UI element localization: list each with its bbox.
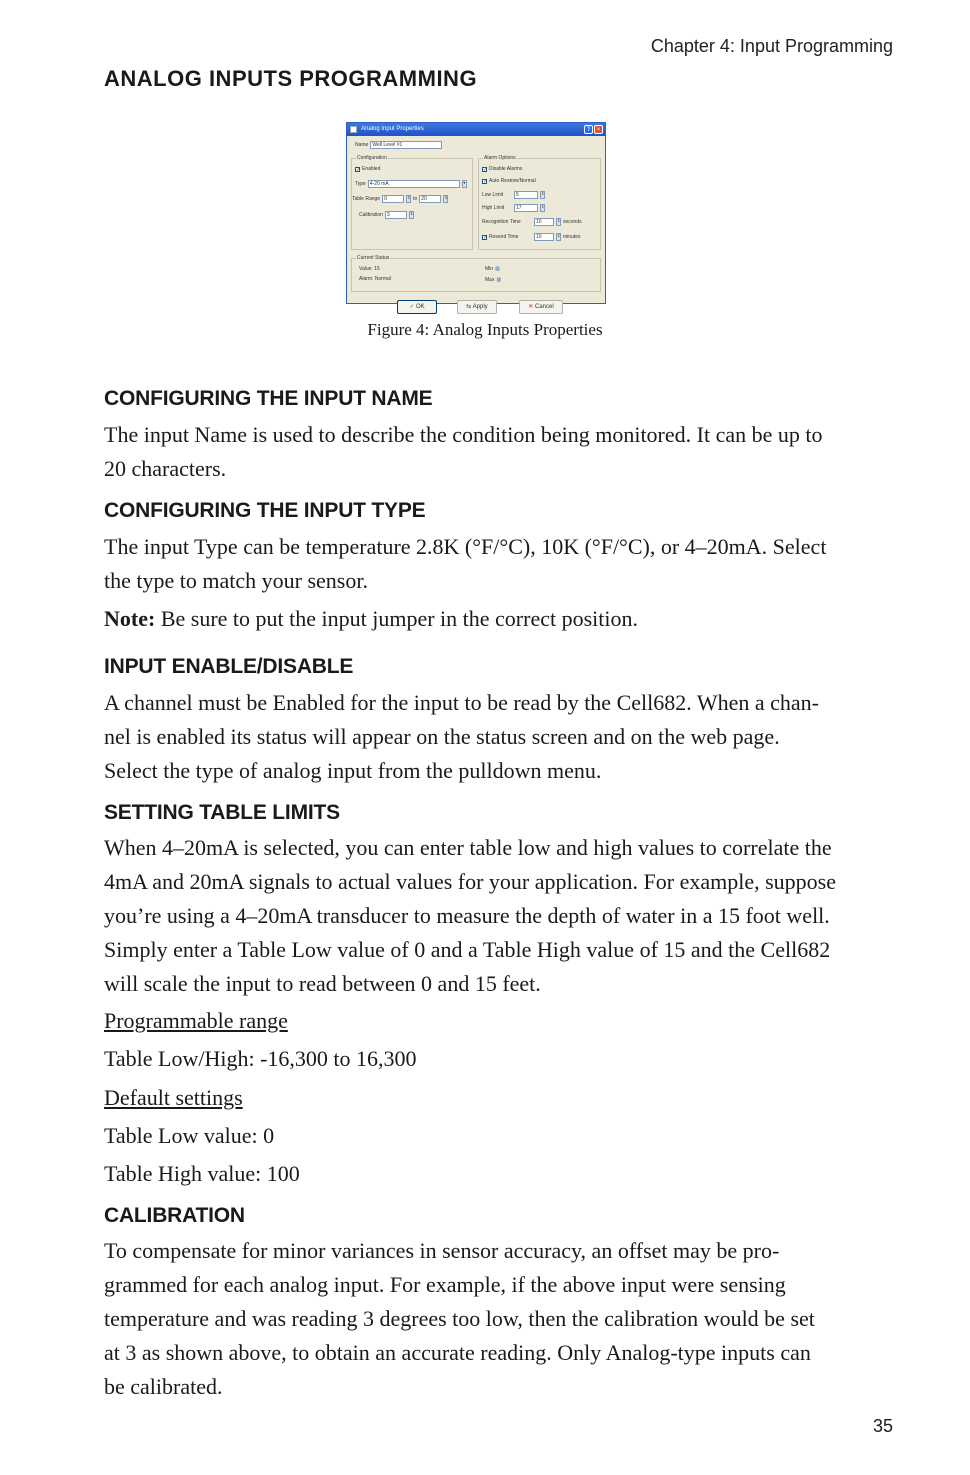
programmable-range-heading: Programmable range (104, 1008, 288, 1033)
page-title: ANALOG INPUTS PROGRAMMING (104, 66, 478, 91)
note-label: Note: (104, 606, 156, 631)
text-line: nel is enabled its status will appear on the status screen and on the web page. (104, 724, 780, 749)
high-limit-label: High Limit (482, 205, 505, 211)
dialog-titlebar (347, 123, 605, 136)
minutes-label: minutes (563, 234, 581, 240)
configuration-label: Configuration (357, 155, 387, 161)
default-table-low: Table Low value: 0 (104, 1123, 275, 1148)
paragraph-table-limits (104, 831, 914, 1001)
text-line: grammed for each analog input. For example, if the above input were sensing (104, 1272, 786, 1297)
dialog-title: Analog Input Properties (361, 126, 424, 132)
apply-icon: ⇆ (466, 304, 472, 310)
text-line: be calibrated. (104, 1374, 223, 1399)
table-high-field[interactable]: 20 (419, 195, 441, 203)
text-line: 4mA and 20mA signals to actual values for your application. For example, suppose (104, 869, 836, 894)
text-line: When 4–20mA is selected, you can enter table low and high values to correlate the (104, 835, 832, 860)
status-value: Value: 15 (359, 266, 380, 272)
apply-label: Apply (472, 304, 488, 310)
name-field[interactable]: Well Level #1 (370, 141, 442, 149)
text-line: Simply enter a Table Low value of 0 and a Table High value of 15 and the Cell682 (104, 937, 831, 962)
type-select[interactable]: 4-20 mA (368, 180, 460, 188)
paragraph-input-name (104, 418, 914, 486)
text-line: the type to match your sensor. (104, 568, 368, 593)
apply-button[interactable] (457, 300, 497, 314)
paragraph-enable-disable (104, 686, 914, 788)
enabled-checkbox[interactable]: ✓ (356, 166, 361, 173)
name-label: Name (355, 142, 369, 148)
note-text: Be sure to put the input jumper in the correct position. (155, 606, 638, 631)
ok-label: OK (416, 304, 425, 310)
seconds-label: seconds (563, 219, 582, 225)
recognition-time-label: Recognition Time (482, 219, 521, 225)
min-label: Min (485, 266, 494, 272)
default-table-high: Table High value: 100 (104, 1161, 300, 1186)
text-line: temperature and was reading 3 degrees too low, then the calibration would be set (104, 1306, 815, 1331)
close-icon[interactable]: × (594, 125, 603, 134)
text-line: you’re using a 4–20mA transducer to measure the depth of water in a 15 foot well. (104, 903, 830, 928)
current-status-group (351, 255, 601, 292)
low-limit-spinner[interactable]: ⇕ (540, 191, 545, 199)
resend-time-spinner[interactable]: ⇕ (556, 233, 561, 241)
text-line: A channel must be Enabled for the input to be read by the Cell682. When a chan- (104, 690, 819, 715)
programmable-range-value: Table Low/High: -16,300 to 16,300 (104, 1046, 417, 1071)
to-label: to (413, 196, 418, 202)
text-line: Select the type of analog input from the pulldown menu. (104, 758, 602, 783)
section-heading-enable-disable: INPUT ENABLE/DISABLE (104, 655, 354, 678)
type-label: Type (355, 181, 366, 187)
ok-button[interactable] (397, 300, 437, 314)
app-icon (350, 126, 357, 133)
resend-time-field[interactable]: 10 (534, 233, 554, 241)
table-high-spinner[interactable]: ⇕ (443, 195, 448, 203)
disable-alarms-label: Disable Alarms (489, 166, 523, 172)
text-line: To compensate for minor variances in sensor accuracy, an offset may be pro- (104, 1238, 780, 1263)
alarm-options-label: Alarm Options (484, 155, 516, 161)
auto-restore-label: Auto Restore/Normal (489, 178, 536, 184)
table-range-label: Table Range (352, 196, 381, 202)
help-icon[interactable]: ? (584, 125, 593, 134)
chevron-down-icon[interactable]: ▾ (462, 180, 467, 188)
note-input-jumper (104, 602, 914, 636)
max-label: Max (485, 277, 495, 283)
section-heading-calibration: CALIBRATION (104, 1204, 245, 1227)
text-line: will scale the input to read between 0 and 15 feet. (104, 971, 541, 996)
figure-caption: Figure 4: Analog Inputs Properties (367, 320, 603, 339)
checkmark-icon: ✓ (409, 304, 415, 310)
default-settings-heading: Default settings (104, 1085, 243, 1110)
table-low-spinner[interactable]: ⇕ (406, 195, 411, 203)
text-line: The input Name is used to describe the condition being monitored. It can be up to (104, 422, 823, 447)
status-alarm: Alarm: Normal (359, 276, 391, 282)
max-graph-icon[interactable]: ▥ (496, 277, 502, 283)
disable-alarms-checkbox[interactable]: ✓ (483, 166, 488, 173)
calibration-label: Calibration (359, 212, 383, 218)
calibration-spinner[interactable]: ⇕ (409, 211, 414, 219)
recognition-time-spinner[interactable]: ⇕ (556, 218, 561, 226)
text-line: 20 characters. (104, 456, 227, 481)
cancel-x-icon: ✕ (528, 304, 534, 310)
resend-time-label: Resend Time (489, 234, 519, 240)
resend-time-checkbox[interactable]: ✓ (483, 234, 488, 241)
low-limit-label: Low Limit (482, 192, 504, 198)
table-low-field[interactable]: 0 (382, 195, 404, 203)
enabled-label: Enabled (362, 166, 381, 172)
analog-input-properties-dialog (346, 122, 606, 310)
section-heading-table-limits: SETTING TABLE LIMITS (104, 801, 340, 824)
page-number: 35 (872, 1416, 893, 1436)
high-limit-spinner[interactable]: ⇕ (540, 204, 545, 212)
auto-restore-checkbox[interactable]: ✓ (483, 178, 488, 185)
cancel-label: Cancel (535, 304, 554, 310)
running-head: Chapter 4: Input Programming (650, 36, 893, 56)
recognition-time-field[interactable]: 10 (534, 218, 554, 226)
text-line: The input Type can be temperature 2.8K (°F/°C), 10K (°F/°C), or 4–20mA. Select (104, 534, 827, 559)
section-heading-input-type: CONFIGURING THE INPUT TYPE (104, 499, 426, 522)
min-graph-icon[interactable]: ▥ (495, 266, 500, 272)
high-limit-field[interactable]: 17 (514, 204, 538, 212)
paragraph-calibration (104, 1234, 914, 1404)
low-limit-field[interactable]: 5 (514, 191, 538, 199)
cancel-button[interactable] (519, 300, 563, 314)
section-heading-input-name: CONFIGURING THE INPUT NAME (104, 387, 433, 410)
calibration-field[interactable]: 3 (385, 211, 407, 219)
text-line: at 3 as shown above, to obtain an accurate reading. Only Analog-type inputs can (104, 1340, 811, 1365)
paragraph-input-type (104, 530, 914, 598)
current-status-label: Current Status (357, 255, 390, 261)
